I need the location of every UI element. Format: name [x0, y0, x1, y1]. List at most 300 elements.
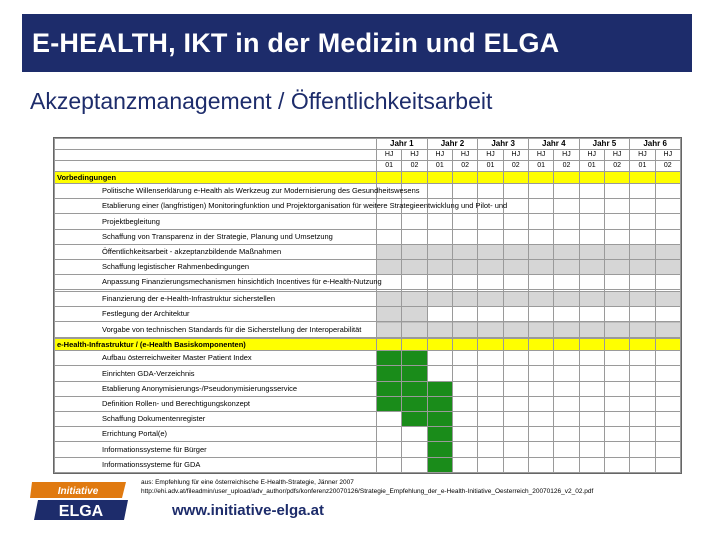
- period-cell: [579, 381, 604, 396]
- year-header: Jahr 5: [579, 139, 630, 150]
- period-cell: [528, 172, 553, 184]
- period-cell: [402, 322, 427, 337]
- year-header: Jahr 1: [377, 139, 428, 150]
- period-cell: [478, 214, 503, 229]
- period-cell: [503, 427, 528, 442]
- task-label: Schaffung von Transparenz in der Strategie, Planung und Umsetzung: [55, 229, 377, 244]
- half-year-number: 01: [478, 161, 503, 172]
- period-cell: [579, 339, 604, 351]
- period-cell: [528, 442, 553, 457]
- period-cell: [478, 244, 503, 259]
- section-label: Vorbedingungen: [55, 172, 377, 184]
- period-cell: [554, 366, 579, 381]
- period-cell: [427, 184, 452, 199]
- period-cell: [528, 259, 553, 274]
- section-row: [55, 339, 681, 351]
- task-row: [55, 229, 681, 244]
- source-note: [141, 479, 711, 497]
- period-cell: [655, 396, 680, 411]
- period-cell: [604, 457, 629, 472]
- header-blank: [55, 150, 377, 161]
- period-cell: [554, 275, 579, 290]
- period-cell: [655, 339, 680, 351]
- header-blank: [55, 161, 377, 172]
- task-label: Vorgabe von technischen Standards für die Sicherstellung der Interoperabilität: [55, 322, 377, 337]
- task-row: [55, 457, 681, 472]
- period-cell: [579, 214, 604, 229]
- period-cell: [554, 184, 579, 199]
- period-cell: [402, 172, 427, 184]
- period-cell: [554, 172, 579, 184]
- period-cell: [630, 184, 655, 199]
- task-label: Festlegung der Architektur: [55, 307, 377, 322]
- year-header: Jahr 6: [630, 139, 681, 150]
- period-cell: [478, 412, 503, 427]
- period-cell: [452, 366, 477, 381]
- period-cell: [579, 351, 604, 366]
- period-cell: [579, 396, 604, 411]
- period-cell: [604, 259, 629, 274]
- period-cell: [427, 292, 452, 307]
- gantt-table: [53, 137, 682, 474]
- half-year-label: HJ: [402, 150, 427, 161]
- task-row: [55, 199, 681, 214]
- period-cell: [554, 292, 579, 307]
- header-blank: [55, 139, 377, 150]
- task-label: Projektbegleitung: [55, 214, 377, 229]
- period-cell: [478, 381, 503, 396]
- half-year-label: HJ: [554, 150, 579, 161]
- period-cell: [655, 307, 680, 322]
- half-year-number: 02: [604, 161, 629, 172]
- period-cell: [503, 292, 528, 307]
- period-cell: [478, 351, 503, 366]
- period-cell: [604, 442, 629, 457]
- task-label: Einrichten GDA-Verzeichnis: [55, 366, 377, 381]
- period-cell: [630, 275, 655, 290]
- period-cell: [528, 412, 553, 427]
- period-cell: [579, 184, 604, 199]
- website-link[interactable]: www.initiative-elga.at: [172, 502, 324, 519]
- period-cell: [503, 442, 528, 457]
- period-cell: [377, 259, 402, 274]
- period-cell: [630, 366, 655, 381]
- period-cell: [503, 322, 528, 337]
- period-cell: [402, 351, 427, 366]
- period-cell: [655, 199, 680, 214]
- task-row: [55, 244, 681, 259]
- period-cell: [377, 381, 402, 396]
- period-cell: [655, 292, 680, 307]
- period-cell: [655, 427, 680, 442]
- period-cell: [377, 366, 402, 381]
- section-label: e-Health-Infrastruktur / (e-Health Basiskomponenten): [55, 339, 377, 351]
- period-cell: [554, 214, 579, 229]
- period-cell: [630, 214, 655, 229]
- period-cell: [554, 427, 579, 442]
- period-cell: [630, 412, 655, 427]
- half-year-number: 01: [377, 161, 402, 172]
- period-cell: [478, 427, 503, 442]
- period-cell: [655, 244, 680, 259]
- source-line-1: aus: Empfehlung für eine österreichische E-Health-Strategie, Jänner 2007: [141, 479, 354, 486]
- period-cell: [630, 339, 655, 351]
- period-cell: [452, 412, 477, 427]
- half-year-label: HJ: [528, 150, 553, 161]
- period-cell: [503, 172, 528, 184]
- half-year-number: 02: [503, 161, 528, 172]
- task-label: Schaffung Dokumentenregister: [55, 412, 377, 427]
- period-cell: [452, 275, 477, 290]
- period-cell: [478, 275, 503, 290]
- period-cell: [452, 322, 477, 337]
- period-cell: [604, 275, 629, 290]
- period-cell: [377, 396, 402, 411]
- period-cell: [452, 292, 477, 307]
- half-year-label: HJ: [655, 150, 680, 161]
- period-cell: [604, 396, 629, 411]
- period-cell: [377, 244, 402, 259]
- period-cell: [604, 214, 629, 229]
- task-row: [55, 275, 681, 290]
- period-cell: [427, 339, 452, 351]
- initiative-elga-logo: [28, 478, 130, 522]
- logo-bottom-text: ELGA: [58, 503, 104, 520]
- task-label: Informationssysteme für Bürger: [55, 442, 377, 457]
- task-label: Etablierung einer (langfristigen) Monitoringfunktion und Projektorganisation für weitere Strategieentwicklung und Pilot- und: [55, 199, 377, 214]
- task-row: [55, 381, 681, 396]
- period-cell: [402, 214, 427, 229]
- period-cell: [478, 292, 503, 307]
- period-cell: [452, 184, 477, 199]
- period-cell: [604, 244, 629, 259]
- period-cell: [478, 339, 503, 351]
- half-year-label: HJ: [503, 150, 528, 161]
- period-cell: [503, 366, 528, 381]
- period-cell: [377, 339, 402, 351]
- task-row: [55, 184, 681, 199]
- period-cell: [427, 172, 452, 184]
- period-cell: [528, 351, 553, 366]
- period-cell: [503, 381, 528, 396]
- task-row: [55, 307, 681, 322]
- period-cell: [528, 292, 553, 307]
- period-cell: [377, 457, 402, 472]
- period-cell: [604, 366, 629, 381]
- task-row: [55, 412, 681, 427]
- period-cell: [377, 292, 402, 307]
- task-row: [55, 351, 681, 366]
- period-cell: [377, 229, 402, 244]
- period-cell: [452, 214, 477, 229]
- period-cell: [528, 381, 553, 396]
- period-cell: [554, 442, 579, 457]
- period-cell: [528, 214, 553, 229]
- period-cell: [402, 307, 427, 322]
- task-label: Politische Willenserklärung e-Health als Werkzeug zur Modernisierung des Gesundheitswesens: [55, 184, 377, 199]
- period-cell: [452, 427, 477, 442]
- half-year-number: 01: [630, 161, 655, 172]
- period-cell: [604, 229, 629, 244]
- period-cell: [377, 427, 402, 442]
- period-cell: [655, 214, 680, 229]
- period-cell: [503, 259, 528, 274]
- period-cell: [503, 307, 528, 322]
- period-cell: [528, 229, 553, 244]
- period-cell: [579, 322, 604, 337]
- period-cell: [427, 366, 452, 381]
- half-year-label: HJ: [427, 150, 452, 161]
- section-row: [55, 172, 681, 184]
- task-label: Schaffung legistischer Rahmenbedingungen: [55, 259, 377, 274]
- period-cell: [503, 275, 528, 290]
- period-cell: [604, 172, 629, 184]
- period-cell: [427, 275, 452, 290]
- period-cell: [655, 457, 680, 472]
- period-cell: [630, 229, 655, 244]
- half-year-label: HJ: [377, 150, 402, 161]
- period-cell: [655, 366, 680, 381]
- logo-top-text: Initiative: [57, 486, 99, 497]
- half-year-number: 02: [554, 161, 579, 172]
- period-cell: [554, 412, 579, 427]
- period-cell: [579, 307, 604, 322]
- period-cell: [452, 381, 477, 396]
- period-cell: [528, 184, 553, 199]
- task-row: [55, 322, 681, 337]
- period-cell: [427, 442, 452, 457]
- half-year-label: HJ: [604, 150, 629, 161]
- period-cell: [503, 339, 528, 351]
- period-cell: [655, 442, 680, 457]
- period-cell: [604, 199, 629, 214]
- period-cell: [452, 351, 477, 366]
- period-cell: [528, 427, 553, 442]
- year-header: Jahr 3: [478, 139, 529, 150]
- half-year-number: 02: [402, 161, 427, 172]
- task-row: [55, 259, 681, 274]
- period-cell: [604, 412, 629, 427]
- period-cell: [630, 199, 655, 214]
- period-cell: [630, 427, 655, 442]
- period-cell: [402, 412, 427, 427]
- period-cell: [554, 199, 579, 214]
- period-cell: [427, 427, 452, 442]
- period-cell: [427, 322, 452, 337]
- half-year-label: HJ: [478, 150, 503, 161]
- period-cell: [604, 292, 629, 307]
- period-cell: [427, 381, 452, 396]
- period-cell: [655, 275, 680, 290]
- period-cell: [452, 244, 477, 259]
- period-cell: [402, 292, 427, 307]
- period-cell: [478, 442, 503, 457]
- period-cell: [402, 366, 427, 381]
- period-cell: [478, 259, 503, 274]
- period-cell: [503, 244, 528, 259]
- period-cell: [604, 184, 629, 199]
- period-cell: [579, 259, 604, 274]
- period-cell: [554, 307, 579, 322]
- period-cell: [630, 292, 655, 307]
- period-cell: [630, 442, 655, 457]
- period-cell: [377, 214, 402, 229]
- period-cell: [402, 442, 427, 457]
- period-cell: [554, 244, 579, 259]
- period-cell: [554, 339, 579, 351]
- slide-subtitle: Akzeptanzmanagement / Öffentlichkeitsarbeit: [30, 88, 493, 114]
- period-cell: [554, 322, 579, 337]
- period-cell: [528, 244, 553, 259]
- period-cell: [377, 442, 402, 457]
- period-cell: [377, 322, 402, 337]
- period-cell: [655, 229, 680, 244]
- period-cell: [478, 184, 503, 199]
- task-row: [55, 396, 681, 411]
- period-cell: [604, 381, 629, 396]
- period-cell: [452, 307, 477, 322]
- period-cell: [630, 172, 655, 184]
- half-year-label: HJ: [579, 150, 604, 161]
- period-cell: [402, 244, 427, 259]
- period-cell: [528, 457, 553, 472]
- period-cell: [655, 351, 680, 366]
- period-cell: [503, 229, 528, 244]
- period-cell: [452, 229, 477, 244]
- task-row: [55, 366, 681, 381]
- task-label: Informationssysteme für GDA: [55, 457, 377, 472]
- period-cell: [579, 366, 604, 381]
- slide-title-bar: [22, 14, 692, 72]
- period-cell: [579, 229, 604, 244]
- period-cell: [655, 412, 680, 427]
- period-cell: [402, 457, 427, 472]
- period-cell: [503, 214, 528, 229]
- period-cell: [402, 259, 427, 274]
- task-row: [55, 214, 681, 229]
- half-year-label: HJ: [630, 150, 655, 161]
- period-cell: [377, 412, 402, 427]
- period-cell: [427, 457, 452, 472]
- task-row: [55, 292, 681, 307]
- period-cell: [528, 275, 553, 290]
- period-cell: [554, 457, 579, 472]
- period-cell: [579, 172, 604, 184]
- period-cell: [579, 457, 604, 472]
- period-cell: [528, 307, 553, 322]
- period-cell: [604, 427, 629, 442]
- task-label: Öffentlichkeitsarbeit - akzeptanzbildende Maßnahmen: [55, 244, 377, 259]
- period-cell: [478, 366, 503, 381]
- task-label: Errichtung Portal(e): [55, 427, 377, 442]
- period-cell: [604, 307, 629, 322]
- period-cell: [478, 229, 503, 244]
- period-cell: [452, 457, 477, 472]
- period-cell: [630, 351, 655, 366]
- period-cell: [554, 351, 579, 366]
- period-cell: [655, 172, 680, 184]
- period-cell: [630, 244, 655, 259]
- half-year-label: HJ: [452, 150, 477, 161]
- period-cell: [554, 381, 579, 396]
- period-cell: [579, 427, 604, 442]
- task-label: Finanzierung der e-Health-Infrastruktur sicherstellen: [55, 292, 377, 307]
- period-cell: [604, 339, 629, 351]
- period-cell: [528, 396, 553, 411]
- period-cell: [579, 292, 604, 307]
- period-cell: [427, 244, 452, 259]
- year-header: Jahr 2: [427, 139, 478, 150]
- period-cell: [630, 322, 655, 337]
- period-cell: [478, 307, 503, 322]
- period-cell: [528, 339, 553, 351]
- period-cell: [427, 307, 452, 322]
- period-cell: [554, 229, 579, 244]
- slide-title: E-HEALTH, IKT in der Medizin und ELGA: [32, 27, 560, 58]
- period-cell: [478, 457, 503, 472]
- period-cell: [478, 172, 503, 184]
- period-cell: [402, 229, 427, 244]
- period-cell: [427, 259, 452, 274]
- period-cell: [427, 214, 452, 229]
- period-cell: [655, 381, 680, 396]
- period-cell: [452, 259, 477, 274]
- period-cell: [579, 442, 604, 457]
- period-cell: [402, 427, 427, 442]
- half-year-number: 01: [427, 161, 452, 172]
- period-cell: [655, 322, 680, 337]
- period-cell: [478, 396, 503, 411]
- period-cell: [630, 457, 655, 472]
- period-cell: [402, 275, 427, 290]
- period-cell: [579, 275, 604, 290]
- half-year-number: 01: [528, 161, 553, 172]
- period-cell: [503, 184, 528, 199]
- period-cell: [427, 412, 452, 427]
- period-cell: [478, 322, 503, 337]
- source-line-2: http://ehi.adv.at/fileadmin/user_upload/adv_author/pdfs/konferenz20070126/Strategie_Empfehlung_der_e-Health-Initiative_Oesterreich_20070126_v2_02.pdf: [141, 487, 594, 495]
- task-label: Anpassung Finanzierungsmechanismen hinsichtlich Incentives für e-Health-Nutzung: [55, 275, 377, 290]
- period-cell: [579, 199, 604, 214]
- period-cell: [655, 259, 680, 274]
- period-cell: [503, 351, 528, 366]
- period-cell: [427, 396, 452, 411]
- period-cell: [604, 351, 629, 366]
- period-cell: [630, 259, 655, 274]
- period-cell: [503, 396, 528, 411]
- period-cell: [630, 307, 655, 322]
- period-cell: [630, 396, 655, 411]
- task-label: Etablierung Anonymisierungs-/Pseudonymisierungsservice: [55, 381, 377, 396]
- period-cell: [503, 457, 528, 472]
- period-cell: [377, 351, 402, 366]
- period-cell: [528, 366, 553, 381]
- year-header: Jahr 4: [528, 139, 579, 150]
- half-year-number: 02: [655, 161, 680, 172]
- half-year-number: 01: [579, 161, 604, 172]
- task-row: [55, 442, 681, 457]
- period-cell: [604, 322, 629, 337]
- period-cell: [402, 339, 427, 351]
- period-cell: [503, 412, 528, 427]
- half-year-number: 02: [452, 161, 477, 172]
- period-cell: [579, 244, 604, 259]
- period-cell: [452, 442, 477, 457]
- period-cell: [528, 322, 553, 337]
- period-cell: [427, 351, 452, 366]
- period-cell: [452, 172, 477, 184]
- period-cell: [427, 229, 452, 244]
